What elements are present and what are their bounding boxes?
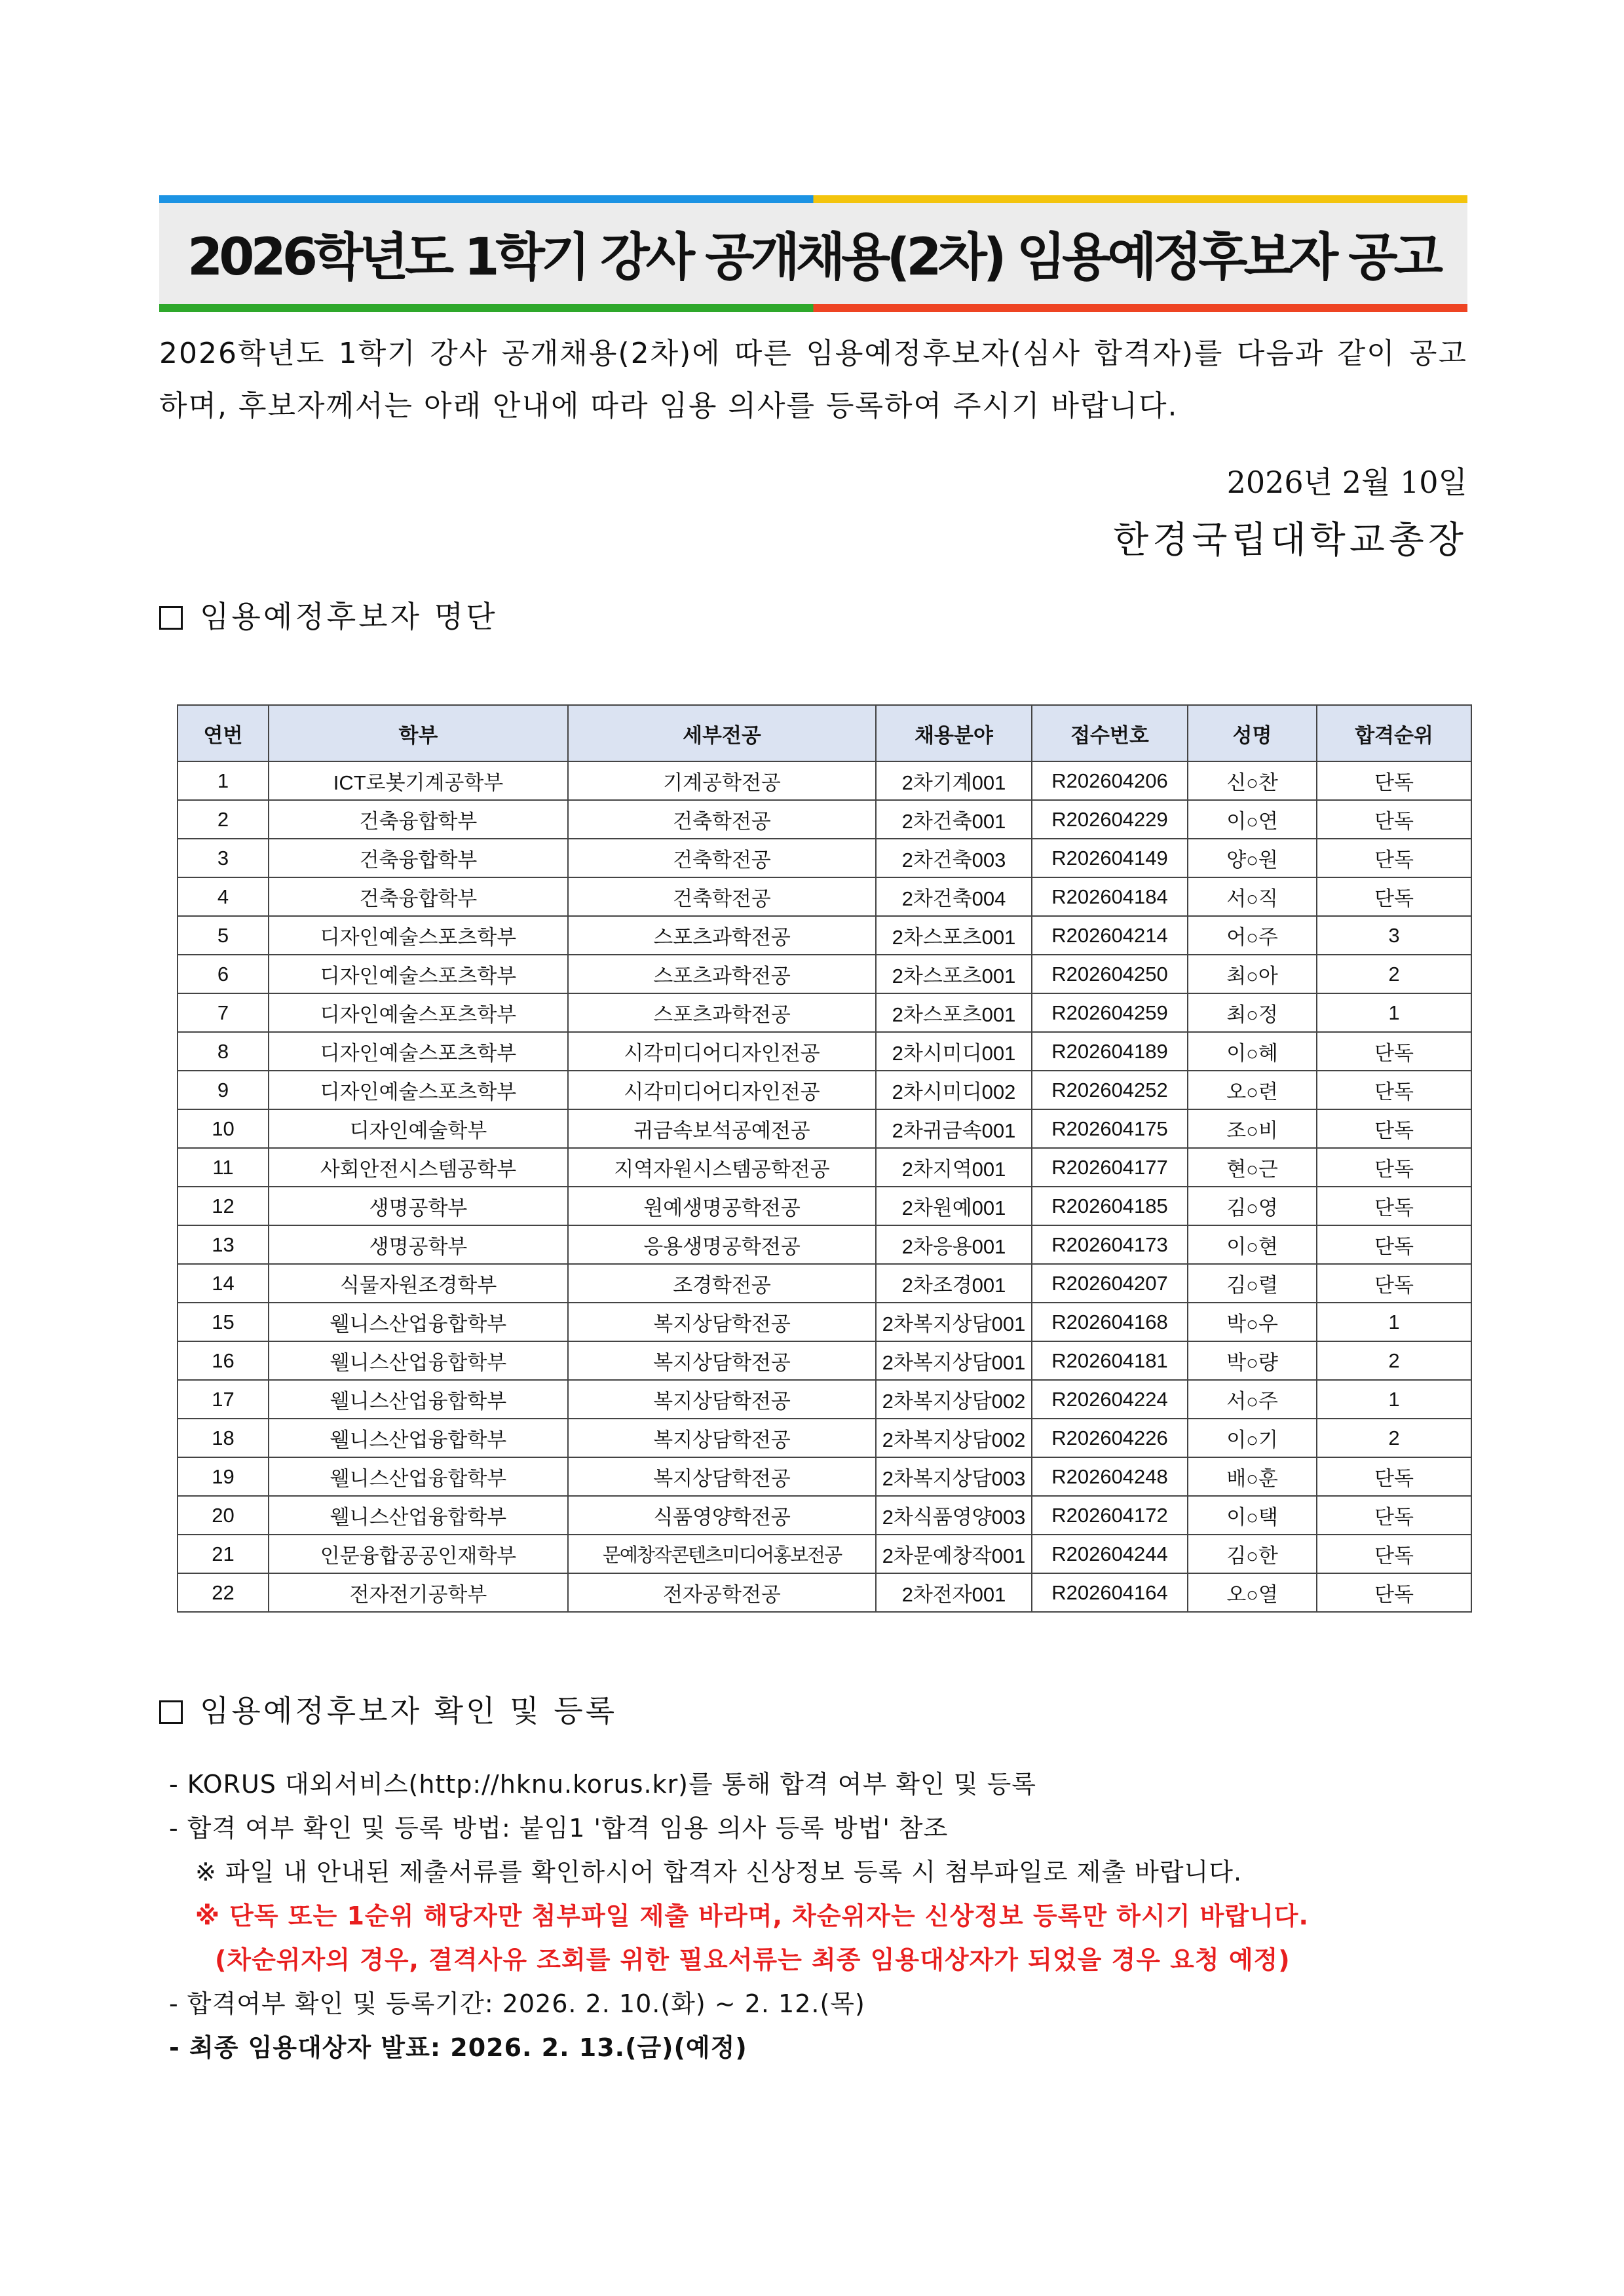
cell-receipt: R202604250: [1032, 955, 1188, 993]
cell-no: 3: [178, 839, 269, 877]
cell-name: 신○찬: [1188, 761, 1317, 800]
cell-faculty: 건축융합학부: [269, 800, 568, 839]
table-body: [178, 761, 1471, 1612]
cell-name: 이○기: [1188, 1419, 1317, 1457]
cell-major: 스포츠과학전공: [568, 916, 876, 955]
cell-receipt: R202604206: [1032, 761, 1188, 800]
cell-no: 22: [178, 1573, 269, 1612]
cell-field: 2차기계001: [876, 761, 1032, 800]
cell-name: 박○우: [1188, 1303, 1317, 1341]
cell-major: 시각미디어디자인전공: [568, 1032, 876, 1071]
cell-no: 14: [178, 1264, 269, 1303]
cell-name: 현○근: [1188, 1148, 1317, 1187]
cell-no: 4: [178, 877, 269, 916]
cell-field: 2차조경001: [876, 1264, 1032, 1303]
cell-name: 조○비: [1188, 1109, 1317, 1148]
cell-no: 6: [178, 955, 269, 993]
cell-receipt: R202604229: [1032, 800, 1188, 839]
table-row: [178, 839, 1471, 877]
cell-major: 식품영양학전공: [568, 1496, 876, 1535]
cell-no: 7: [178, 993, 269, 1032]
cell-faculty: 전자전기공학부: [269, 1573, 568, 1612]
cell-receipt: R202604184: [1032, 877, 1188, 916]
table-row: [178, 1225, 1471, 1264]
table-row: [178, 800, 1471, 839]
cell-no: 20: [178, 1496, 269, 1535]
cell-receipt: R202604175: [1032, 1109, 1188, 1148]
cell-name: 이○택: [1188, 1496, 1317, 1535]
cell-major: 복지상담학전공: [568, 1457, 876, 1496]
header-receipt: 접수번호: [1032, 705, 1188, 761]
table-row: [178, 916, 1471, 955]
cell-name: 어○주: [1188, 916, 1317, 955]
cell-major: 스포츠과학전공: [568, 993, 876, 1032]
cell-rank: 2: [1317, 955, 1471, 993]
checkbox-square-icon: [159, 1700, 183, 1724]
cell-field: 2차응용001: [876, 1225, 1032, 1264]
table-row: [178, 1535, 1471, 1573]
cell-receipt: R202604149: [1032, 839, 1188, 877]
cell-no: 9: [178, 1071, 269, 1109]
cell-faculty: 디자인예술스포츠학부: [269, 955, 568, 993]
cell-rank: 단독: [1317, 1457, 1471, 1496]
cell-receipt: R202604173: [1032, 1225, 1188, 1264]
cell-field: 2차스포츠001: [876, 993, 1032, 1032]
cell-no: 19: [178, 1457, 269, 1496]
cell-no: 15: [178, 1303, 269, 1341]
cell-name: 김○렬: [1188, 1264, 1317, 1303]
cell-rank: 단독: [1317, 877, 1471, 916]
cell-rank: 단독: [1317, 1496, 1471, 1535]
cell-faculty: 웰니스산업융합학부: [269, 1341, 568, 1380]
cell-rank: 단독: [1317, 761, 1471, 800]
cell-major: 귀금속보석공예전공: [568, 1109, 876, 1148]
cell-field: 2차귀금속001: [876, 1109, 1032, 1148]
cell-no: 10: [178, 1109, 269, 1148]
cell-no: 2: [178, 800, 269, 839]
cell-field: 2차건축001: [876, 800, 1032, 839]
cell-rank: 단독: [1317, 1264, 1471, 1303]
intro-paragraph: 2026학년도 1학기 강사 공개채용(2차)에 따른 임용예정후보자(심사 합격자)를 다음과 같이 공고하며, 후보자께서는 아래 안내에 따라 임용 의사를 등록하여 주시기 바랍니다.: [159, 337, 1467, 423]
cell-receipt: R202604252: [1032, 1071, 1188, 1109]
table-row: [178, 1148, 1471, 1187]
cell-major: 복지상담학전공: [568, 1303, 876, 1341]
cell-field: 2차스포츠001: [876, 955, 1032, 993]
table-row: [178, 1032, 1471, 1071]
header-rank: 합격순위: [1317, 705, 1471, 761]
cell-receipt: R202604244: [1032, 1535, 1188, 1573]
cell-major: 조경학전공: [568, 1264, 876, 1303]
note-secondary-candidates: (차순위자의 경우, 결격사유 조회를 위한 필요서류는 최종 임용대상자가 되었을 경우 요청 예정): [215, 1945, 1291, 1974]
cell-faculty: 웰니스산업융합학부: [269, 1303, 568, 1341]
cell-rank: 단독: [1317, 1225, 1471, 1264]
note-korus: - KORUS 대외서비스(http://hknu.korus.kr)를 통해 합격 여부 확인 및 등록: [169, 1770, 1036, 1799]
note-documents: ※ 파일 내 안내된 제출서류를 확인하시어 합격자 신상정보 등록 시 첨부파일로 제출 바랍니다.: [195, 1858, 1243, 1886]
cell-field: 2차원예001: [876, 1187, 1032, 1225]
cell-major: 시각미디어디자인전공: [568, 1071, 876, 1109]
cell-rank: 단독: [1317, 1573, 1471, 1612]
cell-name: 이○현: [1188, 1225, 1317, 1264]
cell-faculty: 웰니스산업융합학부: [269, 1457, 568, 1496]
cell-field: 2차복지상담003: [876, 1457, 1032, 1496]
cell-faculty: 웰니스산업융합학부: [269, 1419, 568, 1457]
issuer-name: 한경국립대학교총장: [1113, 519, 1467, 562]
cell-name: 서○주: [1188, 1380, 1317, 1419]
cell-rank: 1: [1317, 1303, 1471, 1341]
cell-field: 2차전자001: [876, 1573, 1032, 1612]
cell-field: 2차시미디002: [876, 1071, 1032, 1109]
cell-no: 8: [178, 1032, 269, 1071]
cell-receipt: R202604207: [1032, 1264, 1188, 1303]
cell-name: 오○열: [1188, 1573, 1317, 1612]
cell-receipt: R202604259: [1032, 993, 1188, 1032]
table-row: [178, 1419, 1471, 1457]
header-major: 세부전공: [568, 705, 876, 761]
cell-receipt: R202604224: [1032, 1380, 1188, 1419]
cell-name: 오○련: [1188, 1071, 1317, 1109]
cell-receipt: R202604172: [1032, 1496, 1188, 1535]
table-row: [178, 1071, 1471, 1109]
cell-field: 2차시미디001: [876, 1032, 1032, 1071]
cell-field: 2차복지상담002: [876, 1380, 1032, 1419]
cell-field: 2차복지상담001: [876, 1303, 1032, 1341]
cell-major: 건축학전공: [568, 877, 876, 916]
cell-field: 2차복지상담001: [876, 1341, 1032, 1380]
cell-faculty: 디자인예술스포츠학부: [269, 916, 568, 955]
table-header-row: [178, 705, 1471, 761]
cell-receipt: R202604189: [1032, 1032, 1188, 1071]
cell-no: 18: [178, 1419, 269, 1457]
section-confirm-register: [159, 1687, 617, 1731]
cell-receipt: R202604185: [1032, 1187, 1188, 1225]
note-final-announcement: - 최종 임용대상자 발표: 2026. 2. 13.(금)(예정): [169, 2033, 747, 2062]
cell-faculty: 생명공학부: [269, 1187, 568, 1225]
cell-major: 지역자원시스템공학전공: [568, 1148, 876, 1187]
section-title: 임용예정후보자 명단: [200, 599, 498, 634]
cell-no: 13: [178, 1225, 269, 1264]
cell-faculty: 건축융합학부: [269, 839, 568, 877]
cell-major: 원예생명공학전공: [568, 1187, 876, 1225]
cell-rank: 단독: [1317, 800, 1471, 839]
cell-receipt: R202604177: [1032, 1148, 1188, 1187]
cell-major: 복지상담학전공: [568, 1419, 876, 1457]
table-row: [178, 1187, 1471, 1225]
table-row: [178, 761, 1471, 800]
announcement-date: 2026년 2월 10일: [1226, 465, 1467, 500]
header-no: 연번: [178, 705, 269, 761]
cell-name: 최○아: [1188, 955, 1317, 993]
cell-major: 복지상담학전공: [568, 1341, 876, 1380]
cell-rank: 단독: [1317, 839, 1471, 877]
table-row: [178, 1380, 1471, 1419]
cell-faculty: 디자인예술학부: [269, 1109, 568, 1148]
cell-rank: 단독: [1317, 1109, 1471, 1148]
title-banner: [159, 195, 1467, 312]
cell-major: 응용생명공학전공: [568, 1225, 876, 1264]
cell-receipt: R202604168: [1032, 1303, 1188, 1341]
cell-no: 11: [178, 1148, 269, 1187]
cell-rank: 1: [1317, 1380, 1471, 1419]
cell-rank: 단독: [1317, 1535, 1471, 1573]
cell-receipt: R202604164: [1032, 1573, 1188, 1612]
section-candidate-list: [159, 593, 498, 636]
cell-receipt: R202604181: [1032, 1341, 1188, 1380]
cell-rank: 단독: [1317, 1148, 1471, 1187]
notes-list: [169, 1763, 1479, 2070]
table-row: [178, 1109, 1471, 1148]
cell-faculty: 디자인예술스포츠학부: [269, 993, 568, 1032]
cell-faculty: 인문융합공공인재학부: [269, 1535, 568, 1573]
cell-rank: 단독: [1317, 1071, 1471, 1109]
cell-major: 건축학전공: [568, 839, 876, 877]
cell-rank: 2: [1317, 1419, 1471, 1457]
cell-rank: 2: [1317, 1341, 1471, 1380]
table-row: [178, 1264, 1471, 1303]
note-period: - 합격여부 확인 및 등록기간: 2026. 2. 10.(화) ~ 2. 12.(목): [169, 1989, 865, 2018]
table-row: [178, 955, 1471, 993]
cell-rank: 1: [1317, 993, 1471, 1032]
cell-faculty: 디자인예술스포츠학부: [269, 1032, 568, 1071]
page-title: 2026학년도 1학기 강사 공개채용(2차) 임용예정후보자 공고: [187, 228, 1440, 287]
table-row: [178, 993, 1471, 1032]
cell-faculty: 디자인예술스포츠학부: [269, 1071, 568, 1109]
cell-receipt: R202604248: [1032, 1457, 1188, 1496]
cell-faculty: 웰니스산업융합학부: [269, 1496, 568, 1535]
table-row: [178, 1496, 1471, 1535]
cell-faculty: ICT로봇기계공학부: [269, 761, 568, 800]
cell-no: 21: [178, 1535, 269, 1573]
title-top-color-bar: [159, 195, 1467, 203]
header-name: 성명: [1188, 705, 1317, 761]
cell-receipt: R202604226: [1032, 1419, 1188, 1457]
section-title: 임용예정후보자 확인 및 등록: [200, 1693, 618, 1729]
cell-name: 양○원: [1188, 839, 1317, 877]
header-faculty: 학부: [269, 705, 568, 761]
header-field: 채용분야: [876, 705, 1032, 761]
cell-faculty: 웰니스산업융합학부: [269, 1380, 568, 1419]
checkbox-square-icon: [159, 606, 183, 630]
cell-major: 스포츠과학전공: [568, 955, 876, 993]
cell-rank: 단독: [1317, 1187, 1471, 1225]
cell-name: 박○량: [1188, 1341, 1317, 1380]
cell-major: 복지상담학전공: [568, 1380, 876, 1419]
cell-rank: 3: [1317, 916, 1471, 955]
table-row: [178, 1341, 1471, 1380]
cell-field: 2차복지상담002: [876, 1419, 1032, 1457]
cell-no: 17: [178, 1380, 269, 1419]
cell-field: 2차문예창작001: [876, 1535, 1032, 1573]
cell-major: 기계공학전공: [568, 761, 876, 800]
table-row: [178, 1457, 1471, 1496]
cell-rank: 단독: [1317, 1032, 1471, 1071]
cell-no: 5: [178, 916, 269, 955]
cell-name: 서○직: [1188, 877, 1317, 916]
cell-name: 이○연: [1188, 800, 1317, 839]
cell-field: 2차지역001: [876, 1148, 1032, 1187]
cell-field: 2차건축004: [876, 877, 1032, 916]
cell-field: 2차건축003: [876, 839, 1032, 877]
cell-major: 전자공학전공: [568, 1573, 876, 1612]
cell-faculty: 건축융합학부: [269, 877, 568, 916]
cell-no: 1: [178, 761, 269, 800]
note-attachment-warning: ※ 단독 또는 1순위 해당자만 첨부파일 제출 바라며, 차순위자는 신상정보 등록만 하시기 바랍니다.: [195, 1902, 1309, 1930]
cell-name: 배○훈: [1188, 1457, 1317, 1496]
table-row: [178, 1573, 1471, 1612]
cell-no: 16: [178, 1341, 269, 1380]
cell-no: 12: [178, 1187, 269, 1225]
cell-name: 최○정: [1188, 993, 1317, 1032]
cell-faculty: 식물자원조경학부: [269, 1264, 568, 1303]
cell-faculty: 생명공학부: [269, 1225, 568, 1264]
title-bottom-color-bar: [159, 304, 1467, 312]
cell-name: 이○혜: [1188, 1032, 1317, 1071]
note-method: - 합격 여부 확인 및 등록 방법: 붙임1 '합격 임용 의사 등록 방법' 참조: [169, 1814, 949, 1843]
table-row: [178, 877, 1471, 916]
cell-field: 2차식품영양003: [876, 1496, 1032, 1535]
candidate-table: [177, 704, 1472, 1613]
cell-field: 2차스포츠001: [876, 916, 1032, 955]
cell-faculty: 사회안전시스템공학부: [269, 1148, 568, 1187]
cell-major: 건축학전공: [568, 800, 876, 839]
cell-major: 문예창작콘텐츠미디어홍보전공: [568, 1535, 876, 1573]
cell-name: 김○한: [1188, 1535, 1317, 1573]
cell-receipt: R202604214: [1032, 916, 1188, 955]
table-row: [178, 1303, 1471, 1341]
cell-name: 김○영: [1188, 1187, 1317, 1225]
